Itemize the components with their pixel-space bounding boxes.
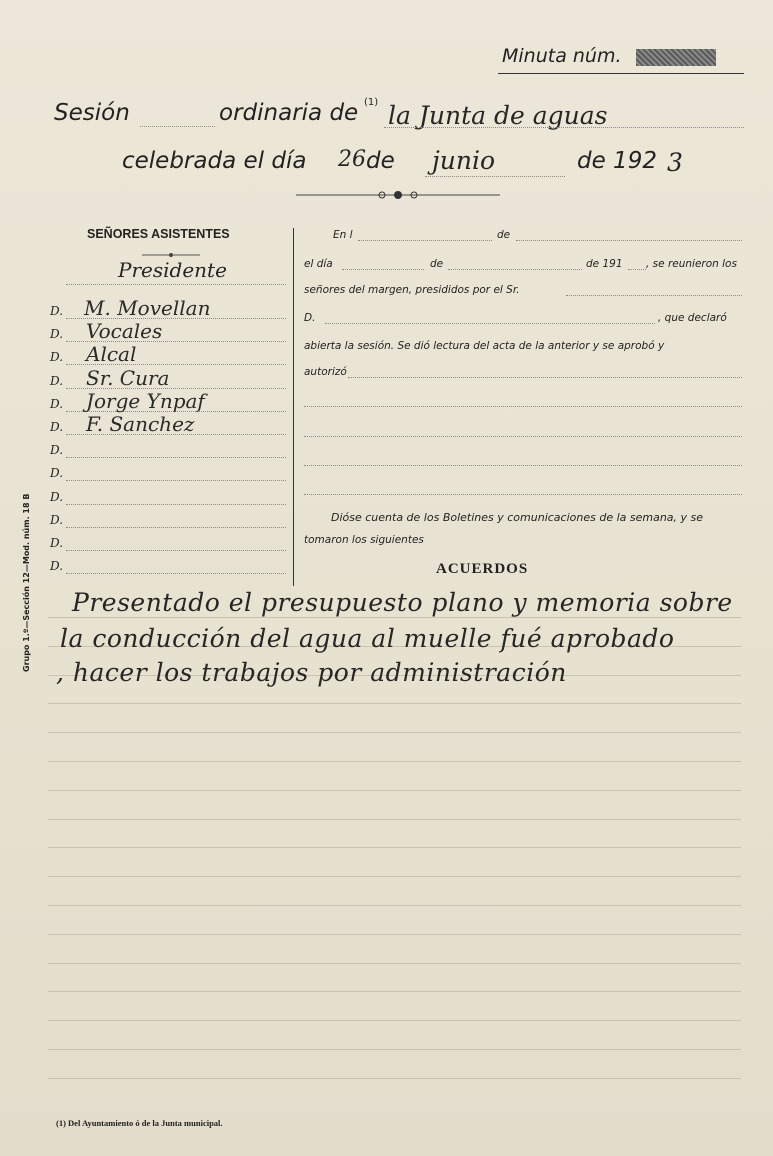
attendee-prefix: D.: [50, 304, 64, 318]
attendee-prefix: D.: [50, 512, 64, 527]
side-note: Grupo 1.º—Sección 12—Mod. núm. 18 B: [22, 493, 31, 672]
senores-label: señores del margen, presididos por el Sr.: [304, 284, 520, 296]
attendee-prefix: D.: [50, 536, 64, 550]
ordinary-label: ordinaria de: [219, 100, 359, 126]
minute-underline: [498, 73, 744, 74]
d-label-form: D.: [304, 312, 316, 324]
attendee-prefix: D.: [50, 466, 64, 481]
attendee-prefix: D.: [50, 420, 64, 434]
dotted-line: [425, 176, 565, 177]
dotted-line: [66, 284, 286, 285]
attendee-line: [66, 480, 286, 481]
session-label: Sesión: [54, 100, 130, 126]
minutes-line-2: la conducción del agua al muelle fué aprobado: [60, 624, 675, 653]
ruled-line: [48, 905, 741, 906]
dotted-line: [566, 295, 742, 296]
de-label-b: de: [430, 258, 444, 270]
footnote: (1) Del Ayuntamiento ó de la Junta municipal.: [56, 1118, 223, 1128]
attendee-name: Jorge Ynpaf: [86, 388, 205, 413]
declaro-label: , que declaró: [658, 312, 727, 324]
president-handwritten: Presidente: [118, 258, 227, 282]
attendee-name: Vocales: [86, 319, 163, 344]
minutes-line-3: , hacer los trabajos por administración: [56, 658, 567, 687]
footnote-mark: (1): [364, 97, 379, 108]
ruled-line: [48, 1049, 741, 1050]
attendee-name: M. Movellan: [84, 296, 211, 320]
attendee-line: [66, 550, 286, 551]
abierta-label: abierta la sesión. Se dió lectura del acta de la anterior y se aprobó y: [304, 340, 665, 352]
tomaron-label: tomaron los siguientes: [304, 534, 424, 546]
ruled-line: [48, 703, 741, 704]
dotted-line: [342, 269, 424, 270]
dotted-line: [140, 126, 215, 127]
attendee-name: Alcal: [86, 342, 137, 367]
attendee-prefix: D.: [50, 489, 64, 504]
dotted-line: [304, 494, 742, 495]
attendee-prefix: D.: [50, 350, 64, 365]
attendees-title: SEÑORES ASISTENTES: [87, 227, 230, 241]
dotted-line: [384, 127, 744, 128]
minute-number-redacted: [636, 49, 716, 66]
dotted-line: [516, 240, 742, 241]
day-handwritten: 26: [338, 147, 366, 172]
ruled-line: [48, 761, 741, 762]
celebrated-label: celebrada el día: [122, 148, 307, 174]
reunieron-label: , se reunieron los: [646, 258, 737, 270]
attendee-prefix: D.: [50, 327, 64, 342]
ruled-line: [48, 934, 741, 935]
year-191-label: de 191: [586, 258, 623, 270]
attendee-prefix: D.: [50, 396, 64, 411]
attendee-line: [66, 504, 286, 505]
year-label: de 192: [577, 148, 657, 174]
dotted-line: [628, 269, 646, 270]
de-label-form: de: [497, 229, 511, 241]
el-dia-label: el día: [304, 258, 333, 270]
column-divider: [293, 228, 294, 586]
ruled-line: [48, 876, 741, 877]
dotted-line: [304, 465, 742, 466]
attendee-prefix: D.: [50, 443, 64, 458]
dotted-line: [304, 436, 742, 437]
de-label: de: [366, 148, 395, 174]
autorizo-label: autorizó: [304, 366, 347, 378]
dotted-line: [448, 269, 582, 270]
diose-label: Dióse cuenta de los Boletines y comunicaciones de la semana, y se: [331, 511, 704, 524]
dotted-line: [304, 406, 742, 407]
ruled-line: [48, 991, 741, 992]
minute-label: Minuta núm.: [502, 45, 622, 67]
ruled-line: [48, 963, 741, 964]
en-label: En l: [333, 229, 353, 241]
ruled-line: [48, 847, 741, 848]
ornament-divider: [296, 188, 500, 202]
attendee-prefix: D.: [50, 373, 64, 388]
ruled-line: [48, 790, 741, 791]
body-handwritten: la Junta de aguas: [388, 101, 608, 130]
minutes-line-1: Presentado el presupuesto plano y memoria sobre: [72, 588, 733, 617]
ruled-line: [48, 617, 741, 618]
ruled-line: [48, 1020, 741, 1021]
attendee-name: F. Sanchez: [86, 412, 195, 436]
ruled-line: [48, 819, 741, 820]
dotted-line: [325, 323, 655, 324]
acuerdos-heading: ACUERDOS: [436, 561, 529, 577]
ruled-line: [48, 1078, 741, 1079]
dotted-line: [348, 377, 742, 378]
ruled-line: [48, 732, 741, 733]
attendee-prefix: D.: [50, 559, 64, 574]
attendee-line: [66, 527, 286, 528]
attendee-line: [66, 573, 286, 574]
attendee-name: Sr. Cura: [86, 365, 170, 390]
year-handwritten: 3: [667, 148, 683, 177]
dotted-line: [358, 240, 492, 241]
month-handwritten: junio: [432, 146, 496, 175]
attendee-line: [66, 457, 286, 458]
